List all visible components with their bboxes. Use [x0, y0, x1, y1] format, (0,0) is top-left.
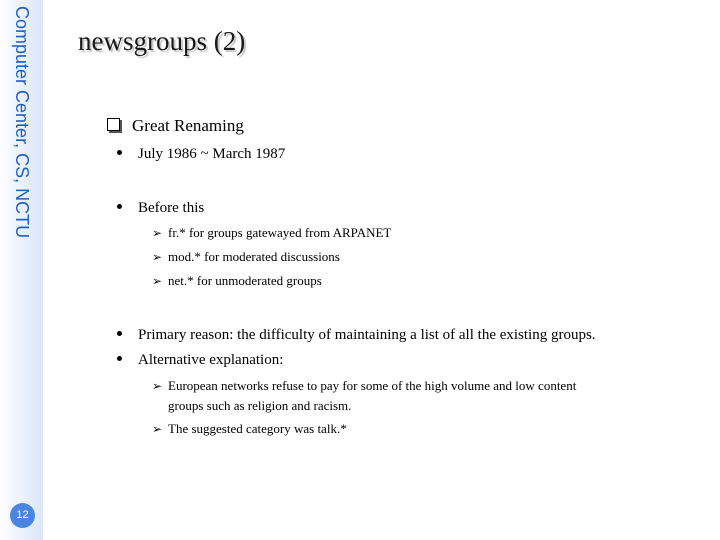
heading-item: [107, 116, 244, 136]
bullet-dot-icon: [117, 331, 122, 336]
bullet-dot-icon: [117, 204, 122, 209]
bullet-item: [117, 352, 283, 369]
sidebar-label: Computer Center, CS, NCTU: [12, 6, 32, 239]
sub-bullet-text: mod.* for moderated discussions: [168, 249, 340, 264]
page-number-badge: 12: [10, 503, 35, 528]
arrow-bullet-icon: ➢: [152, 274, 163, 288]
sub-bullet-item: [152, 249, 340, 265]
sub-bullet-text: net.* for unmoderated groups: [168, 273, 322, 288]
sub-bullet-text: European networks refuse to pay for some of the high volume and low content: [168, 378, 577, 393]
sub-bullet-item: [152, 225, 391, 241]
arrow-bullet-icon: ➢: [152, 379, 163, 393]
sub-bullet-item: [152, 273, 322, 289]
bullet-item: [117, 146, 285, 163]
bullet-text: July 1986 ~ March 1987: [138, 146, 286, 162]
heading-text: Great Renaming: [132, 116, 244, 135]
bullet-text: Alternative explanation:: [138, 352, 284, 368]
checkbox-bullet-icon: [107, 118, 120, 131]
bullet-item: [117, 200, 204, 217]
bullet-item: [117, 327, 596, 344]
arrow-bullet-icon: ➢: [152, 422, 163, 436]
sub-bullet-item: [152, 421, 347, 437]
bullet-dot-icon: [117, 356, 122, 361]
bullet-text: Primary reason: the difficulty of maintaining a list of all the existing groups.: [138, 327, 596, 343]
slide-title: newsgroups (2): [78, 26, 246, 56]
sub-bullet-text: fr.* for groups gatewayed from ARPANET: [168, 225, 392, 240]
arrow-bullet-icon: ➢: [152, 226, 163, 240]
sub-bullet-text: The suggested category was talk.*: [168, 421, 347, 436]
sidebar: [0, 0, 43, 540]
arrow-bullet-icon: ➢: [152, 250, 163, 264]
sub-bullet-continuation: groups such as religion and racism.: [168, 398, 352, 413]
bullet-text: Before this: [138, 200, 205, 216]
sub-bullet-item: [152, 378, 576, 394]
bullet-dot-icon: [117, 150, 122, 155]
